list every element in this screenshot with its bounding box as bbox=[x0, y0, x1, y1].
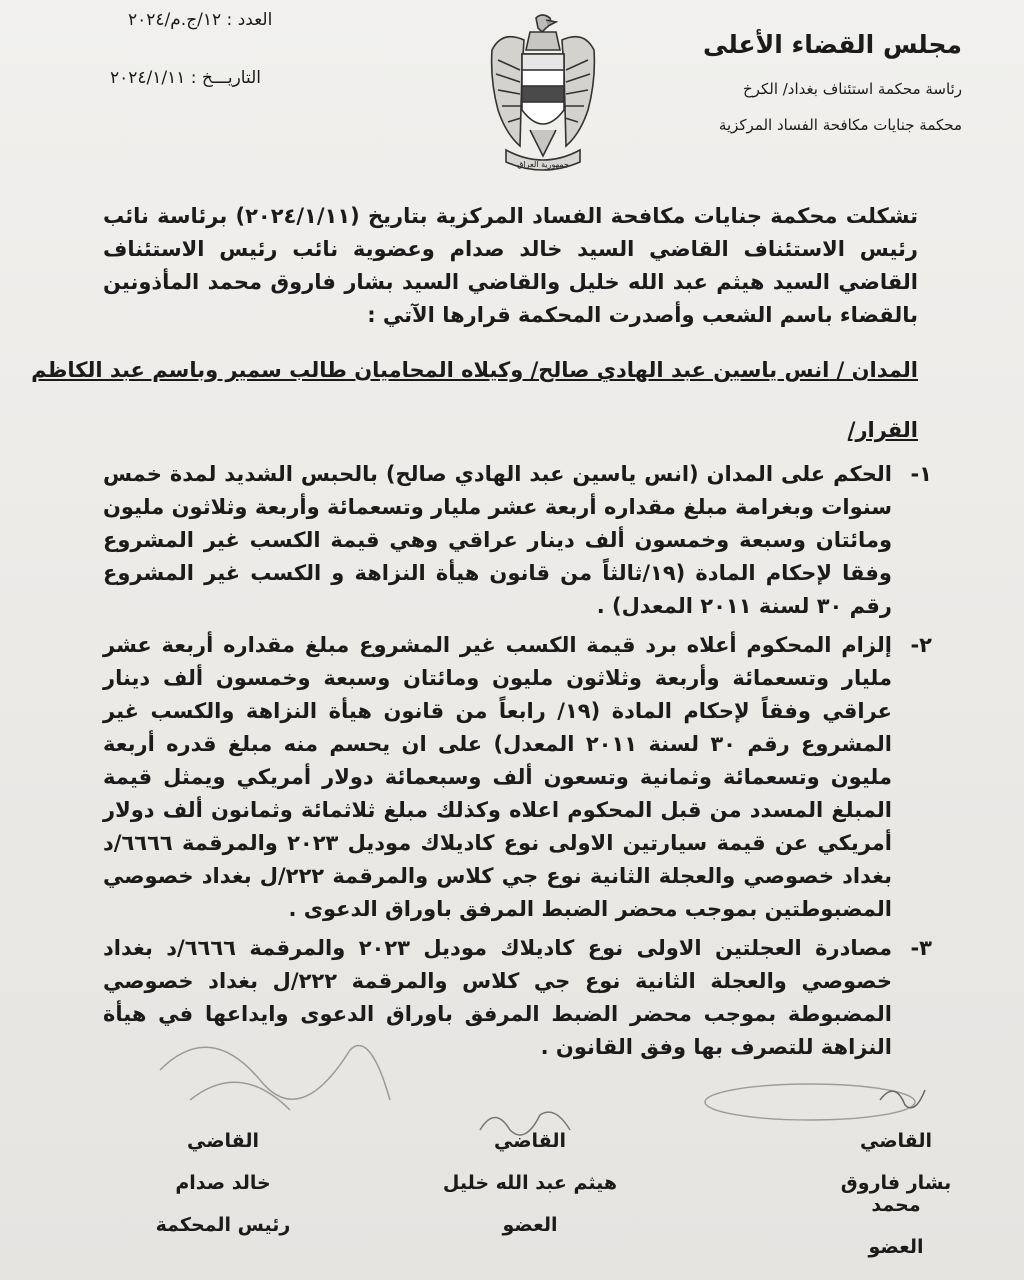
signature-member-middle bbox=[430, 1130, 630, 1256]
signature-role: العضو bbox=[502, 1214, 558, 1236]
document-date-label: التاريـــخ bbox=[201, 68, 261, 88]
intro-paragraph: تشكلت محكمة جنايات مكافحة الفساد المركزية بتاريخ (٢٠٢٤/١/١١) برئاسة نائب رئيس الاستئناف القاضي السيد خالد صدام وعضوية نائب رئيس الاستئناف القاضي السيد هيثم عبد الله خليل والقاضي السيد بشار فاروق محمد المأذونين بالقضاء باسم الشعب وأصدرت المحكمة قرارها الآتي : bbox=[103, 204, 918, 327]
presidency-name: رئاسة محكمة استئناف بغداد/ الكرخ bbox=[743, 80, 962, 98]
document-number-value: ١٢/ج.م/٢٠٢٤ bbox=[128, 10, 222, 30]
signature-title: القاضي bbox=[493, 1130, 567, 1152]
defendant-line bbox=[31, 358, 918, 382]
decision-item bbox=[103, 458, 932, 623]
document-number-label: العدد bbox=[237, 10, 273, 30]
signature-role: العضو bbox=[868, 1236, 924, 1258]
document-date-value: ٢٠٢٤/١/١١ bbox=[110, 68, 186, 88]
court-name: محكمة جنايات مكافحة الفساد المركزية bbox=[718, 116, 962, 134]
iraq-emblem-icon bbox=[484, 10, 602, 176]
signature-name: خالد صدام bbox=[175, 1172, 271, 1194]
decision-item-number: ١- bbox=[910, 462, 932, 486]
signature-name: هيثم عبد الله خليل bbox=[442, 1172, 618, 1194]
signature-title: القاضي bbox=[186, 1130, 260, 1152]
signature-member-right bbox=[826, 1130, 966, 1278]
emblem-banner-text: جمهورية العراق bbox=[517, 160, 569, 169]
decision-item bbox=[103, 629, 932, 926]
decision-item-number: ٢- bbox=[910, 633, 932, 657]
signature-role: رئيس المحكمة bbox=[155, 1214, 291, 1236]
document-date: التاريـــخ : ٢٠٢٤/١/١١ bbox=[110, 68, 261, 88]
decision-items bbox=[103, 458, 932, 1070]
signature-title: القاضي bbox=[859, 1130, 933, 1152]
decision-item-text: الحكم على المدان (انس ياسين عبد الهادي صالح) بالحبس الشديد لمدة خمس سنوات وبغرامة مبلغ مقداره أربعة عشر مليار وتسعمائة وأربعة وثلاثون مليون ومائتان وسبعة وخمسون ألف دينار عراقي وهي قيمة الكسب غير المشروع وفقا لإحكام المادة (١٩/ثالثاً من قانون هيأة النزاهة و الكسب غير المشروع رقم ٣٠ لسنة ٢٠١١ المعدل) . bbox=[103, 462, 892, 618]
decision-item-text: إلزام المحكوم أعلاه برد قيمة الكسب غير المشروع مبلغ مقداره أربعة عشر مليار وتسعمائة وأربعة وثلاثون مليون ومائتان وسبعة وخمسون ألف دينار عراقي وفقاً لإحكام المادة (١٩/ رابعاً من قانون هيأة النزاهة والكسب غير المشروع رقم ٣٠ لسنة ٢٠١١ المعدل) على ان يحسم منه مبلغ قدره أربعة مليون وتسعمائة وثمانية وتسعون ألف وسبعمائة دولار أمريكي ويمثل قيمة المبلغ المسدد من قبل المحكوم اعلاه وكذلك مبلغ ثلاثمائة وثمانون ألف دولار أمريكي عن قيمة سيارتين الاولى نوع كاديلاك موديل ٢٠٢٣ والمرقمة ٦٦٦٦/د بغداد خصوصي والعجلة الثانية نوع جي كلاس والمرقمة ٢٢٢/ل بغداد خصوصي المضبوطتين بموجب محضر الضبط المرفق باوراق الدعوى . bbox=[103, 633, 893, 921]
defendant-text: انس ياسين عبد الهادي صالح/ وكيلاه المحاميان طالب سمير وباسم عبد الكاظم bbox=[31, 358, 830, 382]
council-name: مجلس القضاء الأعلى bbox=[703, 30, 962, 59]
signature-scribble-right bbox=[700, 1070, 940, 1130]
decision-item bbox=[103, 932, 932, 1064]
decision-item-number: ٣- bbox=[910, 936, 932, 960]
document-number: العدد : ١٢/ج.م/٢٠٢٤ bbox=[128, 10, 273, 30]
signature-presiding-judge bbox=[118, 1130, 328, 1256]
signature-name: بشار فاروق محمد bbox=[840, 1172, 952, 1216]
decision-item-text: مصادرة العجلتين الاولى نوع كاديلاك موديل ٢٠٢٣ والمرقمة ٦٦٦٦/د بغداد خصوصي والعجلة الثانية نوع جي كلاس والمرقمة ٢٢٢/ل بغداد خصوصي المضبوطة بموجب محضر الضبط المرفق باوراق الدعوى وايداعها في هيأة النزاهة للتصرف بها وفق القانون . bbox=[103, 936, 892, 1059]
decision-title: القرار/ bbox=[847, 418, 918, 442]
defendant-label: المدان / bbox=[836, 358, 918, 382]
